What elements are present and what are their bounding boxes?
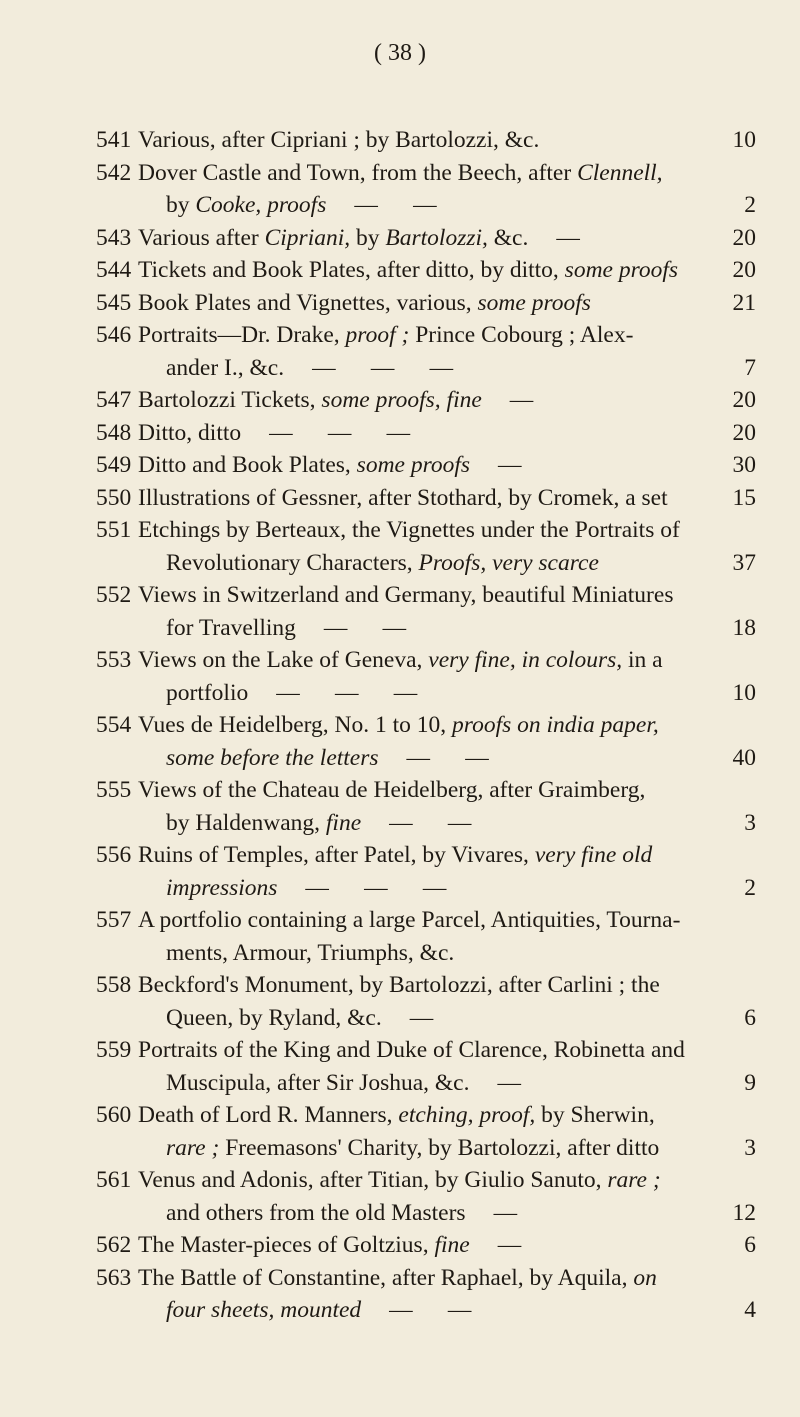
catalog-entry [96, 1262, 756, 1327]
lot-price: 4 [744, 1297, 756, 1323]
leader-dashes: — [497, 1069, 521, 1096]
leader-dashes: — — [389, 1297, 472, 1323]
catalog-entry [96, 482, 756, 515]
catalog-entry [96, 904, 748, 969]
entry-text-italic: Bartolozzi, [385, 224, 488, 251]
leader-dashes: — [498, 452, 522, 478]
lot-number: 550 [96, 484, 132, 511]
entry-line [96, 222, 756, 255]
entry-text-italic: proof ; [345, 322, 410, 348]
entry-line [96, 644, 748, 677]
entry-text-italic: some proofs, fine [321, 387, 482, 413]
leader-dashes: — [409, 1004, 434, 1031]
catalog-entry [96, 384, 756, 417]
entry-line [138, 612, 756, 645]
entry-line [96, 124, 756, 157]
lot-number: 546 [96, 322, 132, 348]
entry-text: Illustrations of Gessner, after Stothard, by Cromek, a set [138, 484, 668, 511]
lot-price: 6 [744, 1004, 756, 1031]
entry-text: Dover Castle and Town, from the Beech, after [138, 159, 578, 186]
entry-text-italic: etching, proof, [398, 1102, 536, 1128]
catalog-entry [96, 417, 756, 450]
entry-line [96, 904, 748, 937]
entry-text: in a [622, 647, 663, 673]
entry-text-italic: fine [325, 809, 362, 836]
entry-line [96, 579, 748, 612]
entry-text-italic: rare ; [166, 1134, 220, 1161]
entry-text-italic: some before the letters [166, 744, 379, 771]
entry-text: and others from the old Masters [166, 1199, 466, 1226]
entry-text-italic: Cipriani, [264, 224, 351, 251]
lot-price: 3 [744, 809, 756, 836]
entry-line [96, 157, 748, 190]
entry-text-italic: some proofs [564, 257, 679, 283]
lot-price: 12 [732, 1199, 756, 1226]
lot-number: 559 [96, 1037, 132, 1063]
lot-price: 20 [732, 257, 756, 283]
lot-price: 37 [732, 549, 756, 576]
lot-number: 558 [96, 972, 132, 998]
entry-text-italic: very fine, in colours, [428, 647, 623, 673]
lot-number: 554 [96, 712, 132, 738]
entry-text: Etchings by Berteaux, the Vignettes under the Portraits of [138, 517, 680, 543]
leader-dashes: — — [406, 744, 489, 771]
entry-text-italic: on [633, 1264, 657, 1291]
lot-number: 542 [96, 159, 132, 186]
entry-text: Portraits of the King and Duke of Clarence, Robinetta and [138, 1037, 685, 1063]
leader-dashes: — — — [269, 419, 411, 446]
lot-price: 15 [732, 484, 756, 511]
catalog-entry [96, 319, 756, 384]
lot-number: 557 [96, 907, 132, 933]
entry-line [138, 677, 756, 710]
entry-text: ander I., &c. [166, 354, 285, 381]
catalog-entry [96, 709, 756, 774]
lot-price: 10 [732, 679, 756, 706]
catalog-entry [96, 969, 756, 1034]
entry-line [138, 807, 756, 840]
entry-text: Various, after Cipriani ; by Bartolozzi, &c. [138, 127, 540, 153]
lot-number: 553 [96, 647, 132, 673]
entry-line [96, 1034, 748, 1067]
catalog-list [96, 124, 756, 1327]
lot-price: 6 [744, 1232, 756, 1258]
lot-price: 3 [744, 1134, 756, 1161]
lot-price: 2 [744, 874, 756, 901]
entry-text: Prince Cobourg ; Alex- [409, 322, 634, 348]
entry-text-italic: rare ; [607, 1167, 661, 1193]
entry-text: &c. [487, 224, 529, 251]
entry-text: Muscipula, after Sir Joshua, &c. [166, 1069, 470, 1096]
entry-text: A portfolio containing a large Parcel, Antiquities, Tourna- [138, 907, 681, 933]
entry-text: for Travelling [166, 614, 296, 641]
catalog-entry [96, 1229, 756, 1262]
entry-text: Ditto and Book Plates, [138, 452, 357, 478]
catalog-entry [96, 287, 756, 320]
entry-text: Bartolozzi Tickets, [138, 387, 322, 413]
entry-text: Portraits—Dr. Drake, [138, 322, 346, 348]
lot-price: 7 [744, 354, 756, 381]
entry-line [96, 1099, 748, 1132]
entry-line [96, 709, 748, 742]
entry-line [96, 514, 748, 547]
entry-text: Book Plates and Vignettes, various, [138, 289, 478, 316]
entry-line [96, 254, 756, 287]
lot-price: 40 [732, 744, 756, 771]
catalog-entry [96, 579, 756, 644]
lot-number: 541 [96, 127, 132, 153]
lot-number: 544 [96, 257, 132, 283]
leader-dashes: — [497, 1232, 522, 1258]
entry-line [138, 1197, 756, 1230]
lot-price: 20 [732, 419, 756, 446]
entry-text-italic: some proofs [356, 452, 471, 478]
leader-dashes: — — [323, 614, 407, 641]
page-number: ( 38 ) [374, 40, 426, 66]
lot-price: 30 [732, 452, 756, 478]
catalog-entry [96, 1099, 756, 1164]
entry-line [96, 774, 748, 807]
catalog-entry [96, 449, 756, 482]
leader-dashes: — — — [276, 679, 418, 706]
lot-price: 21 [732, 289, 756, 316]
entry-line [96, 287, 756, 320]
entry-line [138, 189, 756, 222]
entry-text-italic: Proofs, very scarce [418, 549, 599, 576]
entry-line [138, 547, 756, 580]
entry-text: Revolutionary Characters, [166, 549, 419, 576]
catalog-entry [96, 774, 756, 839]
entry-text-italic: fine [434, 1232, 470, 1258]
entry-text: by Sherwin, [535, 1102, 655, 1128]
entry-text-italic: impressions [166, 874, 278, 901]
lot-number: 561 [96, 1167, 132, 1193]
entry-text: Views in Switzerland and Germany, beautiful Miniatures [138, 582, 674, 608]
entry-line [138, 352, 756, 385]
catalog-entry [96, 514, 756, 579]
lot-number: 555 [96, 777, 132, 803]
catalog-entry [96, 157, 756, 222]
lot-price: 20 [732, 224, 756, 251]
entry-text: portfolio [166, 679, 249, 706]
catalog-entry [96, 1164, 756, 1229]
entry-text: by [166, 192, 196, 218]
entry-line [96, 1262, 748, 1295]
entry-text: by Haldenwang, [166, 809, 326, 836]
catalog-entry [96, 839, 756, 904]
entry-line [138, 1294, 756, 1327]
leader-dashes: — [493, 1199, 518, 1226]
entry-text: Views on the Lake of Geneva, [138, 647, 429, 673]
entry-line [96, 449, 756, 482]
entry-text: ments, Armour, Triumphs, &c. [166, 939, 455, 966]
entry-line [96, 969, 748, 1002]
leader-dashes: — [556, 224, 580, 251]
entry-line [96, 319, 748, 352]
entry-text-italic: four sheets, mounted [166, 1297, 362, 1323]
catalog-entry [96, 1034, 756, 1099]
entry-text: Freemasons' Charity, by Bartolozzi, after ditto [219, 1134, 660, 1161]
entry-line [96, 417, 756, 450]
entry-line [138, 937, 748, 970]
entry-text: Various after [138, 224, 265, 251]
lot-price: 9 [744, 1069, 756, 1096]
leader-dashes: — — [354, 192, 437, 218]
lot-number: 562 [96, 1232, 132, 1258]
entry-line [96, 482, 756, 515]
entry-text: Tickets and Book Plates, after ditto, by ditto, [138, 257, 565, 283]
leader-dashes: — — [389, 809, 472, 836]
lot-number: 548 [96, 419, 132, 446]
entry-line [138, 1067, 756, 1100]
entry-text-italic: very fine old [534, 842, 653, 868]
lot-number: 545 [96, 289, 132, 316]
leader-dashes: — — — [312, 354, 454, 381]
catalog-entry [96, 124, 756, 157]
entry-text: by [350, 224, 386, 251]
lot-price: 18 [732, 614, 756, 641]
entry-text: Vues de Heidelberg, No. 1 to 10, [138, 712, 453, 738]
entry-text-italic: some proofs [477, 289, 591, 316]
entry-text: The Master-pieces of Goltzius, [138, 1232, 435, 1258]
entry-text: Queen, by Ryland, &c. [166, 1004, 382, 1031]
leader-dashes: — [509, 387, 534, 413]
entry-line [138, 872, 756, 905]
catalog-entry [96, 644, 756, 709]
entry-text: The Battle of Constantine, after Raphael, by Aquila, [138, 1264, 634, 1291]
entry-text-italic: Clennell, [577, 159, 663, 186]
entry-line [96, 384, 756, 417]
entry-text: Death of Lord R. Manners, [138, 1102, 399, 1128]
lot-number: 547 [96, 387, 132, 413]
entry-text: Venus and Adonis, after Titian, by Giulio Sanuto, [138, 1167, 608, 1193]
leader-dashes: — — — [305, 874, 447, 901]
lot-number: 563 [96, 1264, 132, 1291]
lot-number: 560 [96, 1102, 132, 1128]
lot-number: 543 [96, 224, 132, 251]
entry-text: Ruins of Temples, after Patel, by Vivares, [138, 842, 535, 868]
lot-number: 552 [96, 582, 132, 608]
entry-line [138, 1132, 756, 1165]
catalog-entry [96, 222, 756, 255]
entry-line [138, 1002, 756, 1035]
entry-text: Beckford's Monument, by Bartolozzi, after Carlini ; the [138, 972, 660, 998]
entry-line [96, 1164, 748, 1197]
entry-line [138, 742, 756, 775]
entry-line [96, 839, 748, 872]
entry-text-italic: Cooke, proofs [195, 192, 327, 218]
entry-line [96, 1229, 756, 1262]
entry-text: Ditto, ditto [138, 419, 242, 446]
lot-price: 2 [744, 192, 756, 218]
lot-number: 556 [96, 842, 132, 868]
entry-text: Views of the Chateau de Heidelberg, after Graimberg, [138, 777, 646, 803]
lot-number: 549 [96, 452, 132, 478]
lot-price: 20 [732, 387, 756, 413]
lot-price: 10 [732, 127, 756, 153]
entry-text-italic: proofs on india paper, [452, 712, 659, 738]
lot-number: 551 [96, 517, 132, 543]
catalog-entry [96, 254, 756, 287]
